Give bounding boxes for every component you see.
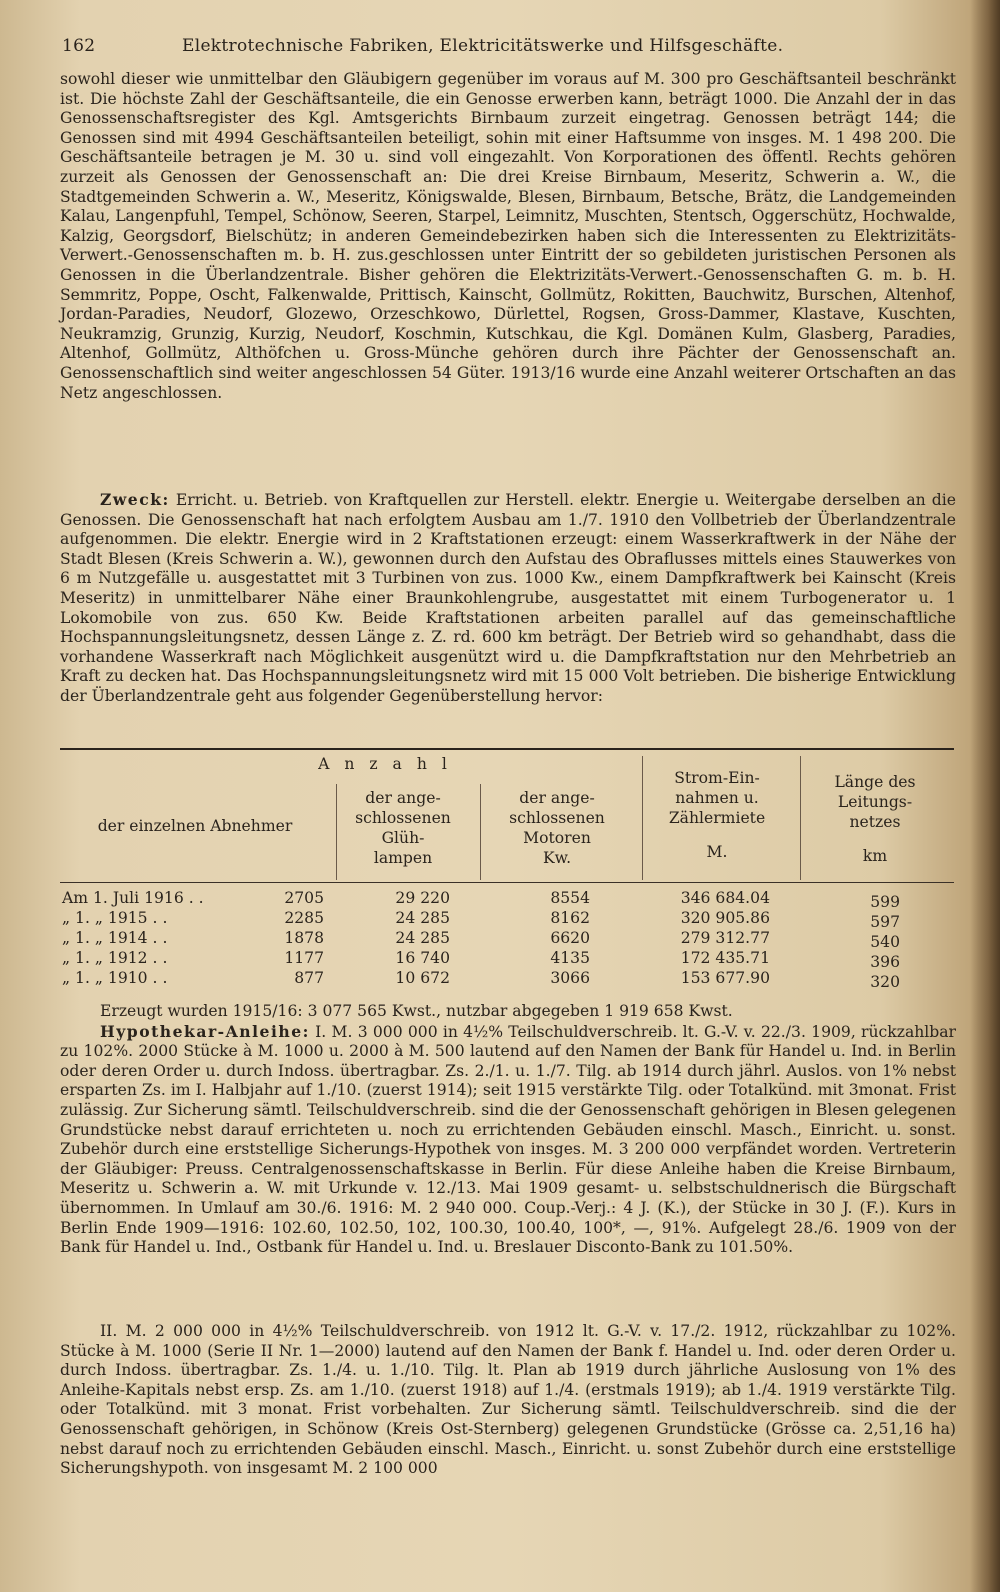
- development-table: [60, 748, 954, 1008]
- zweck-label: Zweck:: [100, 490, 170, 509]
- col-header-motoren: der ange- schlossenen Motoren Kw.: [482, 788, 632, 868]
- anleihe-2-paragraph: II. M. 2 000 000 in 4½% Teilschuldverschreib. von 1912 lt. G.-V. v. 17./2. 1912, rückzahlbar zu 102%. Stücke à M. 1000 (Serie II Nr. 1—2000) lautend auf den Namen der Bank f. Handel u. Ind. oder deren Order u. durch Indoss. übertragbar. Zs. 1./4. u. 1./10. Tilg. lt. Plan ab 1919 durch jährliche Auslosung von 1% des Anleihe-Kapitals nebst ersp. Zs. am 1./10. (zuerst 1918) auf 1./4. (erstmals 1919); ab 1./4. 1919 verstärkte Tilg. oder Totalkünd. mit 3 monat. Frist vorbehalten. Zur Sicherung sämtl. Teilschuldverschreib. sind die der Genossenschaft gehörigen, in Schönow (Kreis Ost-Sternberg) gelegenen Grundstücke (Grösse ca. 2,51,16 ha) nebst darauf noch zu errichtenden Gebäuden einschl. Masch., Einricht. u. sonst Zubehör durch eine erststellige Sicherungshypoth. von insgesamt M. 2 100 000: [60, 1322, 956, 1478]
- zweck-section: [60, 490, 956, 707]
- table-row: „ 1. „ 1914 . . 1878 24 285 6620 279 312.77 540: [62, 929, 900, 951]
- intro-paragraph: sowohl dieser wie unmittelbar den Gläubigern gegenüber im voraus auf M. 300 pro Geschäftsanteil beschränkt ist. Die höchste Zahl der Geschäftsanteile, die ein Genosse erwerben kann, beträgt 1000. Die Anzahl der in das Genossenschaftsregister des Kgl. Amtsgerichts Birnbaum zurzeit eingetrag. Genossen beträgt 144; die Genossen sind mit 4994 Geschäftsanteilen beteiligt, sohin mit einer Haftsumme von insges. M. 1 498 200. Die Geschäftsanteile betragen je M. 30 u. sind voll eingezahlt. Von Korporationen des öffentl. Rechts gehören zurzeit als Genossen der Genossenschaft an: Die drei Kreise Birnbaum, Meseritz, Schwerin a. W., die Stadtgemeinden Schwerin a. W., Meseritz, Königswalde, Blesen, Birnbaum, Betsche, Brätz, die Landgemeinden Kalau, Langenpfuhl, Tempel, Schönow, Seeren, Starpel, Leimnitz, Muschten, Stentsch, Oggerschütz, Hochwalde, Kalzig, Georgsdorf, Bielschütz; in anderen Gemeindebezirken haben sich die Interessenten zu Elektrizitäts-Verwert.-Genossenschaften m. b. H. zus.geschlossen unter Eintritt der so gebildeten juristischen Personen als Genossen in die Überlandzentrale. Bisher gehören die Elektrizitäts-Verwert.-Genossenschaften G. m. b. H. Semmritz, Poppe, Oscht, Falkenwalde, Prittisch, Kainscht, Gollmütz, Rokitten, Bauchwitz, Burschen, Altenhof, Jordan-Paradies, Neudorf, Glozewo, Orzeschkowo, Dürlettel, Rogsen, Gross-Dammer, Klastave, Kuschten, Neukramzig, Grunzig, Kurzig, Neudorf, Koschmin, Kutschkau, die Kgl. Domänen Kulm, Glasberg, Paradies, Altenhof, Gollmütz, Althöfchen u. Gross-Münche gehören durch ihre Pächter der Genossenschaft an. Genossenschaftlich sind weiter angeschlossen 54 Güter. 1913/16 wurde eine Anzahl weiterer Ortschaften an das Netz angeschlossen.: [60, 70, 956, 402]
- anleihe-1-text: I. M. 3 000 000 in 4½% Teilschuldverschreib. lt. G.-V. v. 22./3. 1909, rückzahlbar zu 102%. 2000 Stücke à M. 1000 u. 2000 à M. 500 lautend auf den Namen der Bank für Handel u. Ind. in Berlin oder deren Order u. durch Indoss. übertragbar. Zs. 2./1. u. 1./7. Tilg. ab 1914 durch jährl. Auslos. von 1% nebst ersparten Zs. im I. Halbjahr auf 1./10. (zuerst 1914); seit 1915 verstärkte Tilg. oder Totalkünd. mit 3monat. Frist zulässig. Zur Sicherung sämtl. Teilschuldverschreib. sind die der Genossenschaft gehörigen in Blesen gelegenen Grundstücke nebst darauf errichteten u. noch zu errichtenden Gebäuden einschl. Masch., Einricht. u. sonst. Zubehör durch eine erststellige Sicherungs-Hypothek von insges. M. 3 200 000 verpfändet worden. Vertreterin der Gläubiger: Preuss. Centralgenossenschaftskasse in Berlin. Für diese Anleihe haben die Kreise Birnbaum, Meseritz u. Schwerin a. W. mit Urkunde v. 12./13. Mai 1909 gesamt- u. selbstschuldnerisch die Bürgschaft übernommen. In Umlauf am 30./6. 1916: M. 2 940 000. Coup.-Verj.: 4 J. (K.), der Stücke in 30 J. (F.). Kurs in Berlin Ende 1909—1916: 102.60, 102.50, 102, 100.30, 100.40, 100*, —, 91%. Aufgelegt 28./6. 1909 von der Bank für Handel u. Ind., Ostbank für Handel u. Ind. u. Breslauer Disconto-Bank zu 101.50%.: [60, 1022, 956, 1257]
- table-header-rule: [60, 882, 954, 883]
- table-row: „ 1. „ 1910 . . 877 10 672 3066 153 677.90 320: [62, 969, 900, 991]
- financing-section: [60, 1002, 956, 1258]
- table-row: „ 1. „ 1915 . . 2285 24 285 8162 320 905.86 597: [62, 909, 900, 931]
- col-header-abnehmer: der einzelnen Abnehmer: [97, 817, 293, 835]
- intro-section: [60, 70, 956, 403]
- col-divider: [800, 756, 801, 880]
- table-top-rule: [60, 748, 954, 750]
- unit-mark: M.: [706, 843, 728, 861]
- zweck-text: Erricht. u. Betrieb. von Kraftquellen zur Herstell. elektr. Energie u. Weitergabe derselben an die Genossen. Die Genossenschaft hat nach erfolgtem Ausbau am 1./7. 1910 den Vollbetrieb der Überlandzentrale aufgenommen. Die elektr. Energie wird in 2 Kraftstationen erzeugt: einem Wasserkraftwerk in der Nähe der Stadt Blesen (Kreis Schwerin a. W.), gewonnen durch den Aufstau des Obraflusses mittels eines Stauwerkes von 6 m Nutzgefälle u. ausgestattet mit 3 Turbinen von zus. 1000 Kw., einem Dampfkraftwerk bei Kainscht (Kreis Meseritz) in unmittelbarer Nähe einer Braunkohlengrube, ausgestattet mit einem Turbogenerator u. 1 Lokomobile von zus. 650 Kw. Beide Kraftstationen arbeiten parallel auf das gemeinschaftliche Hochspannungsleitungsnetz, dessen Länge z. Z. rd. 600 km beträgt. Der Betrieb wird so gehandhabt, dass die vorhandene Wasserkraft nach Möglichkeit ausgenützt wird u. die Dampfkraftstation nur den Mehrbetrieb an Kraft zu decken hat. Das Hochspannungsleitungsnetz wird mit 15 000 Volt betrieben. Die bisherige Entwicklung der Überlandzentrale geht aus folgender Gegenüberstellung hervor:: [60, 491, 956, 705]
- running-head: Elektrotechnische Fabriken, Elektricitätswerke und Hilfsgeschäfte.: [182, 36, 784, 56]
- col-divider: [480, 784, 481, 880]
- table-row: „ 1. „ 1912 . . 1177 16 740 4135 172 435.71 396: [62, 949, 900, 971]
- table-row: Am 1. Juli 1916 . . 2705 29 220 8554 346 684.04 599: [62, 889, 900, 911]
- col-header-lampen: der ange- schlossenen Glüh- lampen: [355, 789, 451, 867]
- unit-km: km: [862, 847, 888, 865]
- anleihe-2-section: [60, 1322, 956, 1479]
- zweck-paragraph: [60, 490, 956, 707]
- page-header: [62, 36, 952, 62]
- page-number: 162: [62, 36, 96, 56]
- page-edge-shadow: [970, 0, 1000, 1592]
- col-header-strom: Strom-Ein- nahmen u. Zählermiete M.: [644, 768, 790, 862]
- erzeugt-line: Erzeugt wurden 1915/16: 3 077 565 Kwst., nutzbar abgegeben 1 919 658 Kwst.: [100, 1002, 733, 1020]
- col-header-laenge: Länge des Leitungs- netzes km: [802, 772, 948, 866]
- anleihe-1-paragraph: [60, 1022, 956, 1258]
- anzahl-group-header: A n z a h l: [318, 755, 452, 773]
- col-divider: [336, 784, 337, 880]
- anleihe-label: Hypothekar-Anleihe:: [100, 1021, 310, 1041]
- unit-kw: Kw.: [542, 849, 572, 867]
- col-divider: [642, 756, 643, 880]
